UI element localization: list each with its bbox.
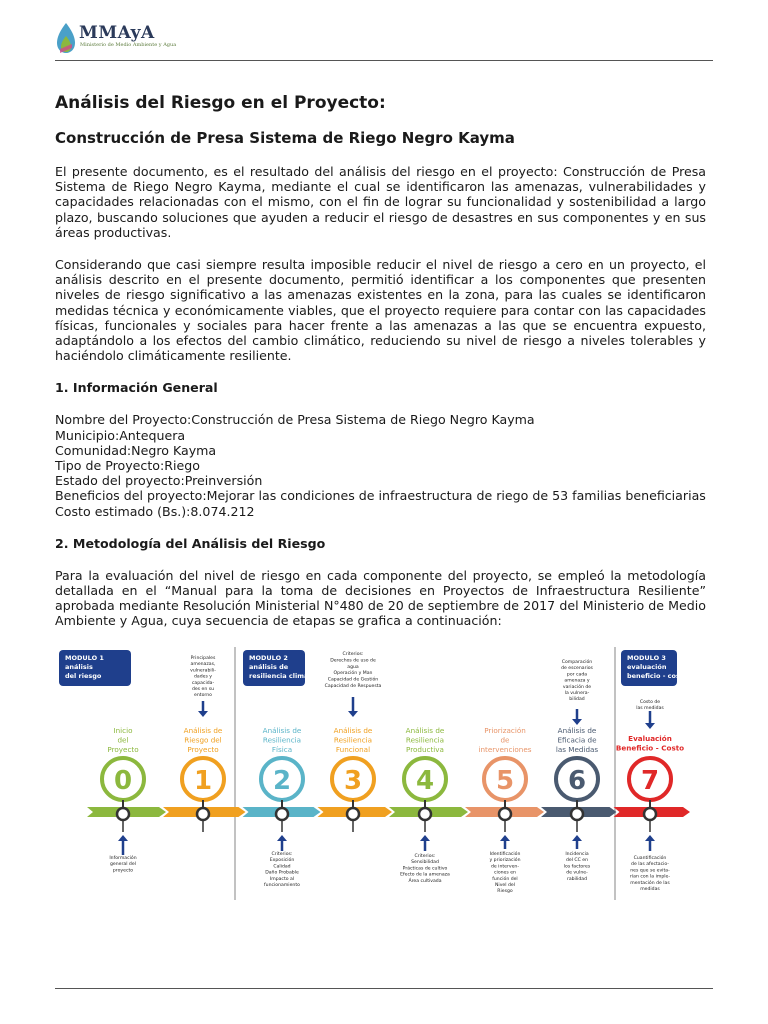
arrow-down-step3-head <box>348 711 358 717</box>
note-step2-bottom: Impacto al <box>269 876 295 882</box>
module-label: evaluación <box>627 663 667 671</box>
page-header <box>55 20 713 61</box>
info-benefits: Beneficios del proyecto:Mejorar las condiciones de infraestructura de riego de 53 familias beneficiarias <box>55 488 706 504</box>
note-step5-bottom: de interven- <box>490 864 520 870</box>
module-label: resiliencia climática <box>249 672 322 680</box>
info-project-status: Estado del proyecto:Preinversión <box>55 473 263 489</box>
arrow-down-step6-head <box>572 719 582 725</box>
note-step2-bottom: Exposición <box>269 858 295 864</box>
step-label: Funcional <box>335 745 371 754</box>
module-label: MODULO 3 <box>627 654 666 662</box>
step-label: Análisis de <box>333 726 373 735</box>
note-step6-bottom: los factores <box>563 864 591 870</box>
note-step6-top: de escenarios <box>561 666 593 672</box>
note-step3-top: agua <box>347 664 359 670</box>
module-label: MODULO 2 <box>249 654 288 662</box>
note-step3-top: Derechos de uso de <box>330 658 376 664</box>
note-step6-top: amenaza y <box>564 678 590 684</box>
arrow-up-step5-head <box>500 835 510 841</box>
step-node <box>499 808 511 820</box>
note-step2-bottom: Daño Probable <box>265 870 299 876</box>
step-label: Física <box>271 745 293 754</box>
module-label: beneficio - costo <box>627 672 688 680</box>
step-label: Beneficio - Costo <box>615 743 685 753</box>
methodology-paragraph: Para la evaluación del nivel de riesgo en cada componente del proyecto, se empleó la metodología detallada en el “Manual para la toma de decisiones en Proyectos de Infraestructura Resiliente” aprobada mediante Resolución Ministerial N°480 de 20 de septiembre de 2017 del Ministerio de Medio Ambiente y Agua, cuya secuencia de etapas se grafica a continuación: <box>55 567 706 629</box>
note-step7-top: las medidas <box>636 706 664 712</box>
step-label: Inicio <box>113 726 133 735</box>
note-step6-top: la vulnera- <box>564 691 590 696</box>
module-label: análisis <box>65 663 93 671</box>
step-number: 3 <box>343 766 363 796</box>
note-step4-bottom: Área cultivada <box>408 878 442 884</box>
note-step1-top: entorno <box>194 693 212 699</box>
note-step3-top: Operación y Man <box>333 671 373 677</box>
arrow-up-step6b-head <box>572 835 582 841</box>
arrow-up-step2-head <box>277 835 287 841</box>
step-label: las Medidas <box>555 745 599 754</box>
methodology-diagram-svg <box>55 645 715 905</box>
step-number: 2 <box>272 766 292 796</box>
module-label: del riesgo <box>65 672 102 680</box>
step-label: Priorización <box>484 726 526 735</box>
step-label: Análisis de <box>557 726 597 735</box>
note-step5-bottom: Identificación <box>489 852 521 857</box>
step-node <box>571 808 583 820</box>
step-number: 4 <box>415 766 435 796</box>
note-step5-bottom: función del <box>492 876 518 882</box>
info-project-type: Tipo de Proyecto:Riego <box>55 458 200 474</box>
step-label: Eficacia de <box>557 735 597 745</box>
step-label: Análisis de <box>262 726 302 735</box>
note-step7-bottom: Cuantificación <box>633 856 667 861</box>
step-label: Proyecto <box>187 745 219 754</box>
note-step3-top: Capacidad de Respuesta <box>324 684 382 689</box>
second-paragraph: Considerando que casi siempre resulta imposible reducir el nivel de riesgo a cero en un proyecto, el análisis descrito en el presente documento, permitió identificar a los componentes que presenten niveles de riesgo significativo a las amenazas existentes en la zona, para las cuales se identificaron medidas técnica y económicamente viables, que el proyecto requiere para contar con las capacidades físicas, funcionales y sociales para hacer frente a las amenazas a las que se encuentra expuesto, adaptándolo a los efectos del cambio climático, reduciendo su nivel de riesgo a niveles tolerables y haciéndolo climáticamente resiliente. <box>55 257 706 364</box>
note-step2-bottom: funcionamiento <box>264 883 300 888</box>
step-label: Resiliencia <box>405 735 445 745</box>
step-node <box>347 808 359 820</box>
step-label: de <box>500 735 510 745</box>
note-step5-bottom: Riesgo <box>497 889 513 895</box>
document-body <box>55 92 706 646</box>
note-step6-top: Comparación <box>561 660 593 665</box>
note-step2-bottom: Criterios: <box>271 852 293 857</box>
arrow-up-step0-head <box>118 835 128 841</box>
info-community: Comunidad:Negro Kayma <box>55 442 217 458</box>
section-1-title: 1. Información General <box>55 380 218 396</box>
general-info <box>55 412 706 518</box>
step-label: Resiliencia <box>333 735 373 745</box>
note-step3-top: Capacidad de Gestión <box>327 677 379 683</box>
intro-paragraph: El presente documento, es el resultado del análisis del riesgo en el proyecto: Construcción de Presa Sistema de Riego Negro Kayma, mediante el cual se identificaron las amenazas, vulnerabilidades y capacidades relacionadas con el mismo, con el fin de lograr su funcionalidad y sostenibilidad a largo plazo, buscando soluciones que ayuden a reducir el riesgo de desastres en sus componentes y en sus áreas productivas. <box>55 164 706 240</box>
arrow-down-step7-head <box>645 723 655 729</box>
step-label: Resiliencia <box>262 735 302 745</box>
step-number: 5 <box>495 766 515 796</box>
note-step6-bottom: de vulne- <box>566 870 588 876</box>
note-step0-bottom: proyecto <box>112 868 134 874</box>
step-number: 7 <box>640 766 660 796</box>
note-step2-bottom: Calidad <box>273 864 291 870</box>
step-number: 6 <box>567 766 587 796</box>
note-step7-bottom: medidas <box>640 887 660 892</box>
note-step5-bottom: Nivel del <box>494 883 516 888</box>
note-step6-top: bilidad <box>569 697 585 703</box>
logo-text: MMAyA <box>79 23 155 43</box>
step-label: Análisis de <box>405 726 445 735</box>
note-step6-top: por cada <box>566 672 588 678</box>
step-label: Análisis de <box>183 726 223 735</box>
note-step3-top: Criterios: <box>342 652 364 657</box>
note-step7-bottom: de las afectacio- <box>631 862 669 868</box>
info-cost: Costo estimado (Bs.):8.074.212 <box>55 503 255 519</box>
document-subtitle: Construcción de Presa Sistema de Riego Negro Kayma <box>55 129 515 147</box>
step-node <box>276 808 288 820</box>
step-label: del <box>117 735 129 745</box>
document-title: Análisis del Riesgo en el Proyecto: <box>55 93 386 113</box>
logo-subtitle: Ministerio de Medio Ambiente y Agua <box>80 42 177 48</box>
step-node <box>644 808 656 820</box>
note-step5-bottom: y priorización <box>489 858 521 864</box>
note-step1-top: vulnerabili- <box>190 668 216 674</box>
step-node <box>117 808 129 820</box>
mmaya-logo-icon <box>55 22 77 54</box>
section-2-title: 2. Metodología del Análisis del Riesgo <box>55 535 326 551</box>
step-label: Evaluación <box>628 734 672 743</box>
step-label: Riesgo del <box>184 735 222 745</box>
note-step1-top: amenazas, <box>190 662 216 668</box>
module-label: MODULO 1 <box>65 654 104 662</box>
note-step0-bottom: Información <box>109 856 137 861</box>
note-step1-top: capacida- <box>191 680 215 686</box>
note-step1-top: dades y <box>193 674 213 680</box>
step-node <box>197 808 209 820</box>
note-step6-bottom: del CC en <box>565 858 589 864</box>
note-step6-top: variación de <box>562 684 592 690</box>
arrow-up-step7b-head <box>645 835 655 841</box>
methodology-diagram <box>55 645 715 905</box>
arrow-up-step4-head <box>420 835 430 841</box>
info-municipality: Municipio:Antequera <box>55 427 186 443</box>
step-label: Proyecto <box>107 745 139 754</box>
arrow-down-step1-head <box>198 711 208 717</box>
step-number: 1 <box>193 766 213 796</box>
note-step6-bottom: rabilidad <box>566 876 588 882</box>
note-step4-bottom: Sensibilidad <box>411 860 439 866</box>
note-step7-bottom: rían con la imple- <box>629 874 671 880</box>
step-label: Productiva <box>406 745 444 754</box>
step-label: intervenciones <box>478 745 532 754</box>
note-step4-bottom: Efecto de la amenaza <box>400 872 450 878</box>
note-step1-top: Principales <box>190 656 216 661</box>
note-step7-top: Costo de <box>639 700 661 705</box>
step-number: 0 <box>113 766 133 796</box>
step-node <box>419 808 431 820</box>
note-step7-bottom: nes que se evita- <box>630 868 670 874</box>
module-label: análisis de <box>249 663 289 671</box>
note-step6-bottom: Incidencia <box>565 852 589 857</box>
info-project-name: Nombre del Proyecto:Construcción de Presa Sistema de Riego Negro Kayma <box>55 412 535 428</box>
note-step5-bottom: ciones en <box>494 870 516 876</box>
footer-divider <box>55 988 713 989</box>
note-step4-bottom: Prácticas de cultivo <box>402 866 448 872</box>
note-step7-bottom: mentación de las <box>630 880 670 886</box>
note-step0-bottom: general del <box>110 862 136 868</box>
note-step1-top: des en su <box>191 687 215 692</box>
note-step4-bottom: Criterios: <box>414 854 436 859</box>
